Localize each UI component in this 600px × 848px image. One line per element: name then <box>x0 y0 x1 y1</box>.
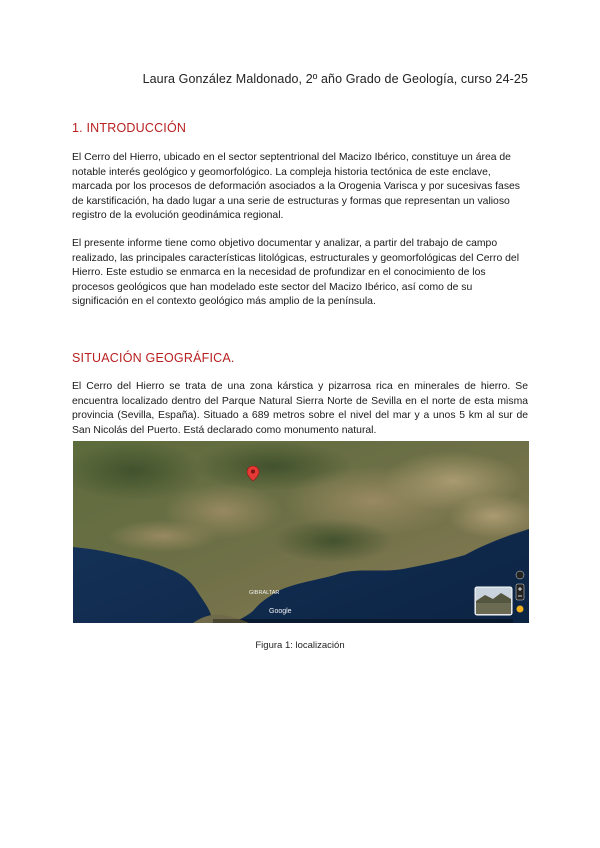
street-view-thumbnail[interactable] <box>475 587 512 615</box>
author-header: Laura González Maldonado, 2º año Grado de Geología, curso 24-25 <box>142 72 528 86</box>
compass-icon[interactable] <box>516 571 524 579</box>
location-paragraph: El Cerro del Hierro se trata de una zona kárstica y pizarrosa rica en minerales de hierro. Se encuentra localizado dentro del Parque Natural Sierra Norte de Sevilla en el norte de esta misma provincia (Sevilla, España). Situado a 689 metros sobre el nivel del mar y a unos 5 km al sur de San Nicolás del Puerto. Está declarado como monumento natural. <box>72 381 528 436</box>
satellite-map[interactable] <box>73 441 529 623</box>
zoom-control[interactable] <box>516 584 524 600</box>
figure-caption: Figura 1: localización <box>255 640 345 651</box>
gibraltar-label: GIBRALTAR <box>249 590 280 596</box>
terrain-patch <box>273 519 393 563</box>
intro-paragraph-2: El presente informe tiene como objetivo documentar y analizar, a partir del trabajo de campo realizado, las principales características litológicas, estructurales y geomorfológicas del Cerro del Hierro. Este estudio se enmarca en la necesidad de profundizar en el conocimiento de los procesos geológicos que han modelado este sector del Macizo Ibérico, así como de su significación en el contexto geológico más amplio de la península. <box>72 238 520 308</box>
section-title-situacion: SITUACIÓN GEOGRÁFICA. <box>72 351 235 365</box>
section-title-introduccion: 1. INTRODUCCIÓN <box>72 121 187 135</box>
pegman-icon[interactable] <box>517 606 524 613</box>
attribution-bar <box>213 619 513 623</box>
intro-paragraph-1: El Cerro del Hierro, ubicado en el sector septentrional del Macizo Ibérico, constituye un área de notable interés geológico y geomorfológico. La compleja historia tectónica de este enclave, marcada por los procesos de deformación asociados a la Orogenia Varisca y por sucesivas fases de karstificación, ha dado lugar a una serie de estructuras y formas que representan un valioso registro de la evolución geodinámica regional. <box>72 152 520 222</box>
google-logo: Google <box>269 608 292 615</box>
terrain-patch <box>108 520 218 552</box>
